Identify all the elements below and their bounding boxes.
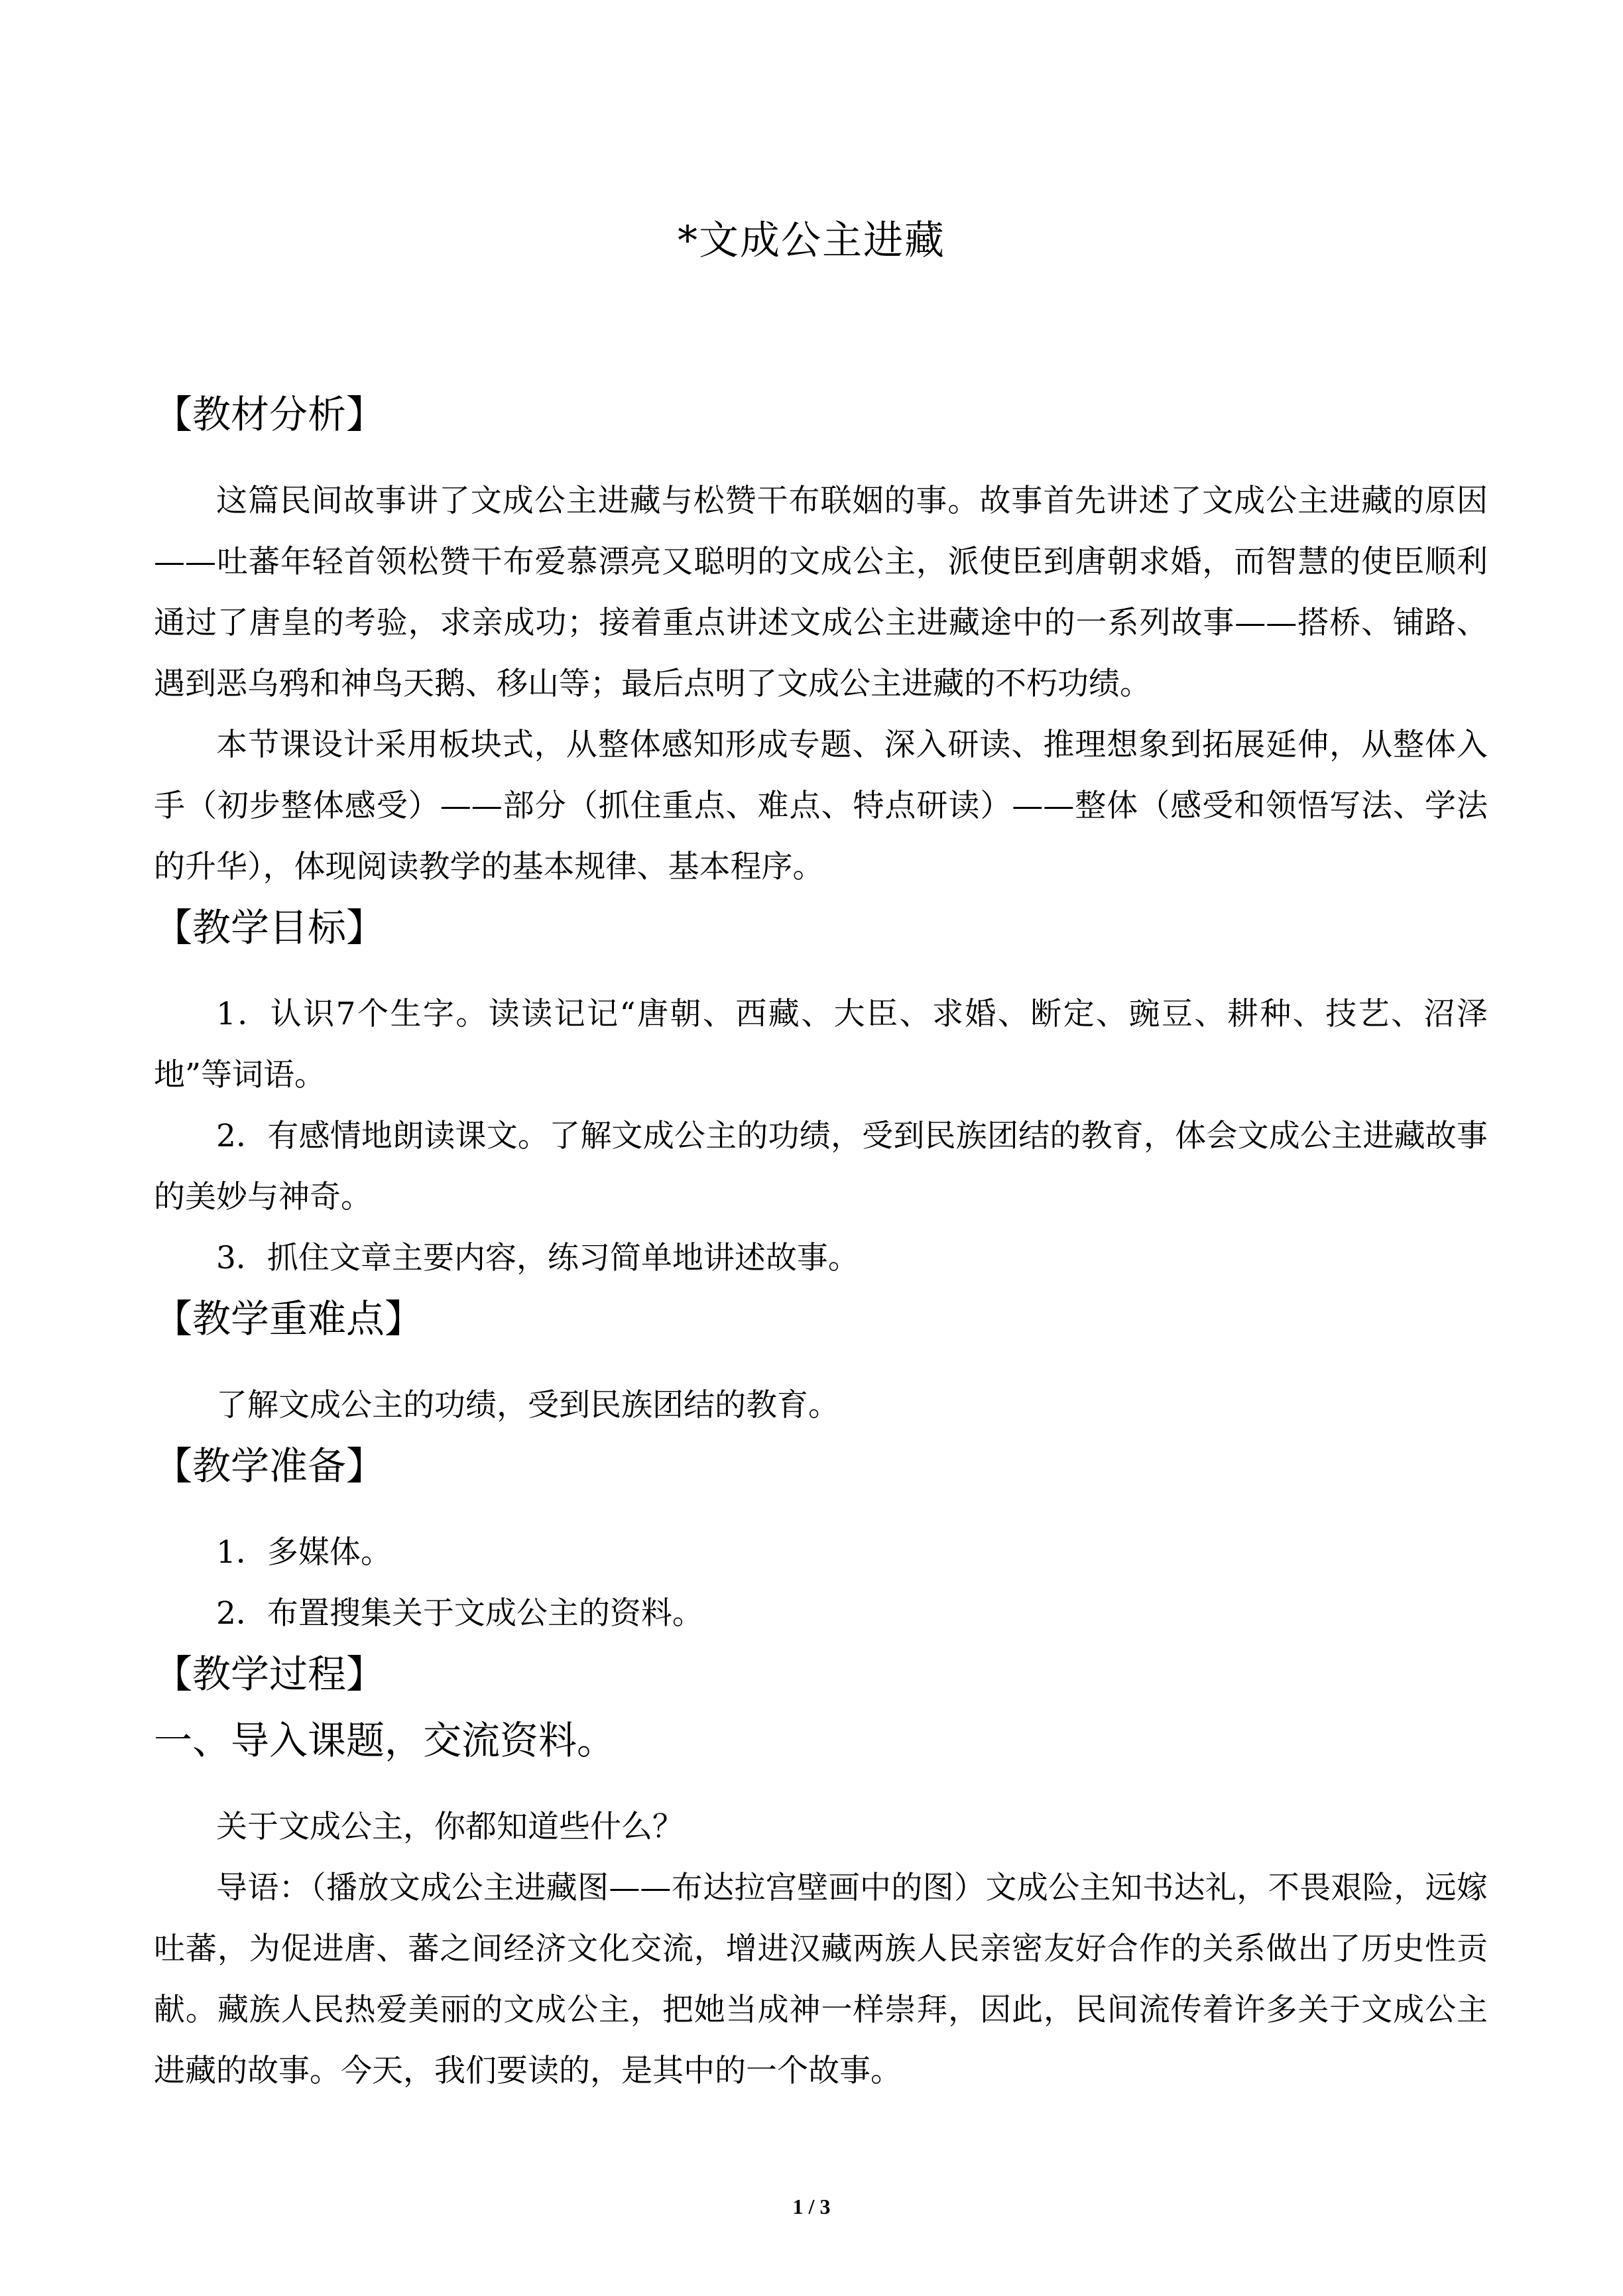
document-body — [154, 385, 1488, 2102]
objective-item: 1．认识7个生字。读读记记“唐朝、西藏、大臣、求婚、断定、豌豆、耕种、技艺、沼泽地”等词语。 — [154, 996, 1488, 1093]
paragraph: 关于文成公主，你都知道些什么？ — [216, 1809, 684, 1845]
page-number: 1 / 3 — [792, 2195, 831, 2218]
section-heading-material-analysis: 【教材分析】 — [154, 392, 385, 437]
page-title: *文成公主进藏 — [678, 217, 945, 264]
section-heading-objectives: 【教学目标】 — [154, 905, 385, 950]
section-heading-preparation: 【教学准备】 — [154, 1443, 385, 1488]
section-heading-key-points: 【教学重难点】 — [154, 1296, 424, 1341]
objective-item: 3．抓住文章主要内容，练习简单地讲述故事。 — [216, 1240, 859, 1276]
objective-item: 2．有感情地朗读课文。了解文成公主的功绩，受到民族团结的教育，体会文成公主进藏故事的美妙与神奇。 — [154, 1118, 1488, 1215]
paragraph: 导语：（播放文成公主进藏图——布达拉宫壁画中的图）文成公主知书达礼，不畏艰险，远嫁吐蕃，为促进唐、蕃之间经济文化交流，增进汉藏两族人民亲密友好合作的关系做出了历史性贡献。藏族人民热爱美丽的文成公主，把她当成神一样崇拜，因此，民间流传着许多关于文成公主进藏的故事。今天，我们要读的，是其中的一个故事。 — [154, 1870, 1488, 2089]
paragraph: 本节课设计采用板块式，从整体感知形成专题、深入研读、推理想象到拓展延伸，从整体入手（初步整体感受）——部分（抓住重点、难点、特点研读）——整体（感受和领悟写法、学法的升华），体现阅读教学的基本规律、基本程序。 — [154, 727, 1488, 885]
preparation-item: 2．布置搜集关于文成公主的资料。 — [216, 1595, 703, 1632]
paragraph: 了解文成公主的功绩，受到民族团结的教育。 — [216, 1387, 839, 1423]
step-heading: 一、导入课题，交流资料。 — [154, 1718, 616, 1763]
preparation-item: 1．多媒体。 — [216, 1534, 392, 1571]
paragraph: 这篇民间故事讲了文成公主进藏与松赞干布联姻的事。故事首先讲述了文成公主进藏的原因——吐蕃年轻首领松赞干布爱慕漂亮又聪明的文成公主，派使臣到唐朝求婚，而智慧的使臣顺利通过了唐皇的考验，求亲成功；接着重点讲述文成公主进藏途中的一系列故事——搭桥、铺路、遇到恶乌鸦和神鸟天鹅、移山等；最后点明了文成公主进藏的不朽功绩。 — [154, 483, 1488, 702]
section-heading-process: 【教学过程】 — [154, 1652, 385, 1697]
